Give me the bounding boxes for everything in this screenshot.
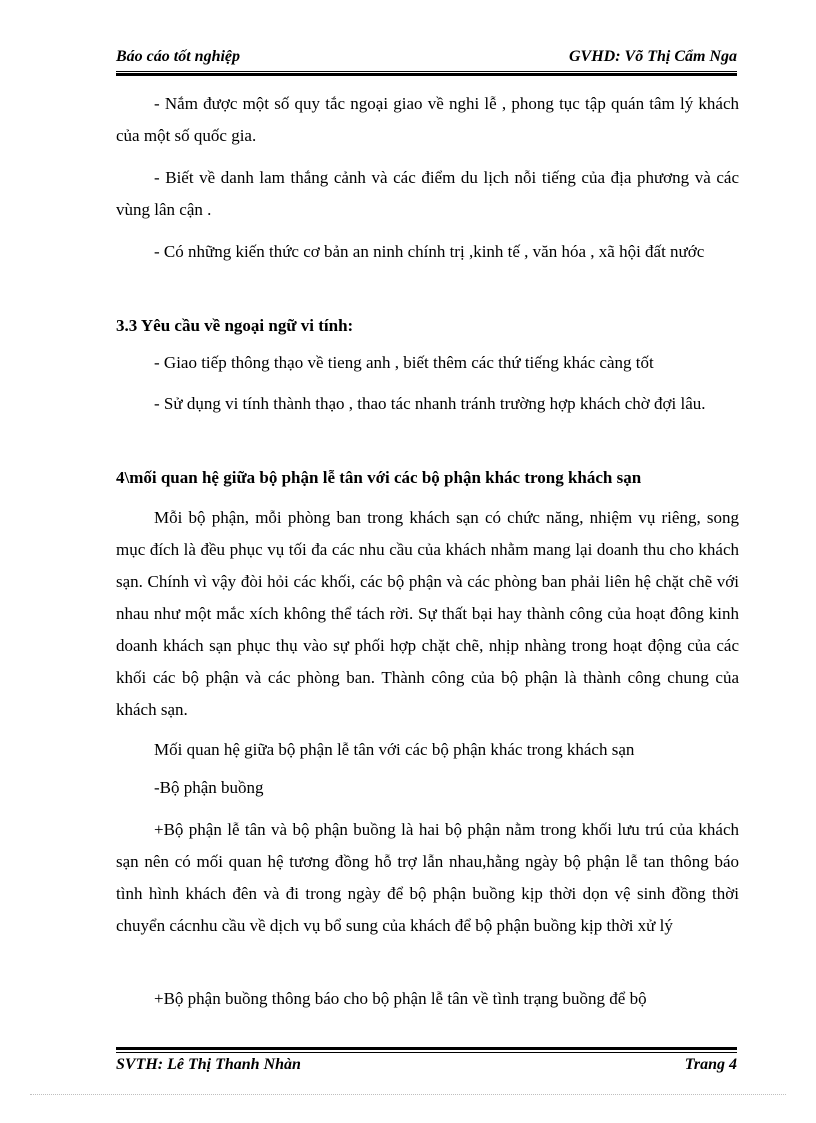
paragraph-housekeeping-2: +Bộ phận buồng thông báo cho bộ phận lễ tân về tình trạng buồng để bộ bbox=[154, 989, 647, 1008]
header-rule-thin bbox=[116, 71, 737, 72]
footer-page-number: Trang 4 bbox=[684, 1056, 737, 1073]
header-report-title: Báo cáo tốt nghiệp bbox=[116, 48, 241, 65]
page-header bbox=[116, 48, 737, 70]
paragraph-landmarks: - Biết về danh lam thắng cảnh và các điểm du lịch nỗi tiếng của địa phương và các vùng lân cận . bbox=[116, 168, 739, 219]
header-rule-thick bbox=[116, 73, 737, 76]
paragraph-housekeeping-label: -Bộ phận buồng bbox=[154, 778, 264, 797]
paragraph-housekeeping-1: +Bộ phận lễ tân và bộ phận buồng là hai bộ phận nằm trong khối lưu trú của khách sạn nên có mối quan hệ tương đồng hỗ trợ lẫn nhau,hằng ngày bộ phận lễ tan thông báo tình hình khách đên và đi trong ngày để bộ phận buồng kịp thời dọn vệ sinh đồng thời chuyển cácnhu cầu về dịch vụ bổ sung của khách để bộ phận buồng kịp thời xử lý bbox=[116, 820, 739, 935]
paragraph-english: - Giao tiếp thông thạo về tieng anh , biết thêm các thứ tiếng khác càng tốt bbox=[154, 353, 654, 372]
header-supervisor: GVHD: Võ Thị Cẩm Nga bbox=[568, 48, 737, 65]
footer-student: SVTH: Lê Thị Thanh Nhàn bbox=[116, 1056, 301, 1073]
section-heading-4: 4\mối quan hệ giữa bộ phận lễ tân với các bộ phận khác trong khách sạn bbox=[116, 468, 642, 487]
paragraph-knowledge: - Có những kiến thức cơ bản an ninh chính trị ,kinh tế , văn hóa , xã hội đất nước bbox=[154, 242, 705, 261]
paragraph-relationship: Mối quan hệ giữa bộ phận lễ tân với các bộ phận khác trong khách sạn bbox=[154, 740, 635, 759]
footer-rule-thick bbox=[116, 1047, 737, 1050]
paragraph-protocol: - Nắm được một số quy tắc ngoại giao về nghi lễ , phong tục tập quán tâm lý khách của một số quốc gia. bbox=[116, 94, 739, 145]
section-heading-3-3: 3.3 Yêu cầu về ngoại ngữ vi tính: bbox=[116, 316, 354, 335]
page-boundary-dotted-line bbox=[30, 1094, 786, 1095]
paragraph-computer: - Sử dụng vi tính thành thạo , thao tác nhanh tránh trường hợp khách chờ đợi lâu. bbox=[154, 394, 706, 413]
footer-rule-thin bbox=[116, 1052, 737, 1053]
page-footer bbox=[116, 1056, 737, 1078]
paragraph-departments: Mỗi bộ phận, mỗi phòng ban trong khách sạn có chức năng, nhiệm vụ riêng, song mục đích là đều phục vụ tối đa các nhu cầu của khách nhằm mang lại doanh thu cho khách sạn. Chính vì vậy đòi hỏi các khối, các bộ phận và các phòng ban phải liên hệ chặt chẽ với nhau như một mắc xích không thể tách rời. Sự thất bại hay thành công của hoạt đông kinh doanh khách sạn phục thụ vào sự phối hợp chặt chẽ, nhịp nhàng trong hoạt động của các khối các bộ phận và các phòng ban. Thành công của bộ phận là thành công chung của khách sạn. bbox=[116, 508, 739, 719]
